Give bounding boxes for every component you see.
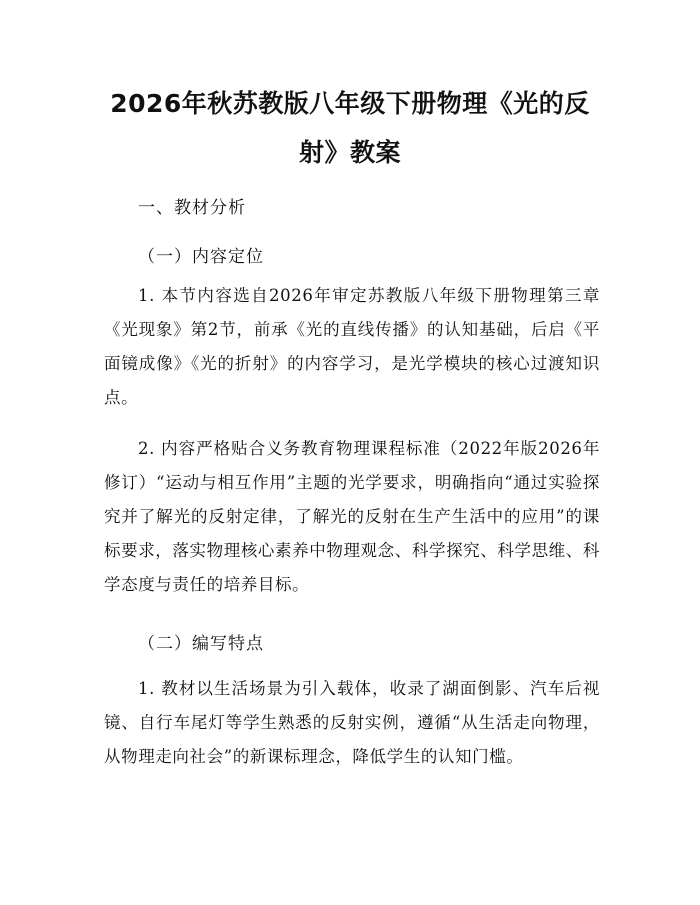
paragraph-curriculum-standard: 2. 内容严格贴合义务教育物理课程标准（2022年版2026年修订）“运动与相互作用”主题的光学要求，明确指向“通过实验探究并了解光的反射定律，了解光的反射在生产生活中的应用”的课标要求，落实物理核心素养中物理观念、科学探究、科学思维、科学态度与责任的培养目标。 [104, 439, 600, 594]
document-title-line-2: 射》教案 [298, 138, 401, 167]
paragraph-life-scenarios: 1. 教材以生活场景为引入载体，收录了湖面倒影、汽车后视镜、自行车尾灯等学生熟悉的反射实例，遵循“从生活走向物理，从物理走向社会”的新课标理念，降低学生的认知门槛。 [104, 679, 600, 766]
subsection-heading-writing-features: （二）编写特点 [138, 634, 264, 654]
document-title-line-1: 2026年秋苏教版八年级下册物理《光的反 [110, 89, 590, 118]
subsection-heading-content-positioning: （一）内容定位 [138, 247, 264, 267]
section-heading-textbook-analysis: 一、教材分析 [138, 198, 246, 218]
paragraph-content-source: 1. 本节内容选自2026年审定苏教版八年级下册物理第三章《光现象》第2节，前承《光的直线传播》的认知基础，后启《平面镜成像》《光的折射》的内容学习，是光学模块的核心过渡知识点。 [104, 286, 600, 407]
